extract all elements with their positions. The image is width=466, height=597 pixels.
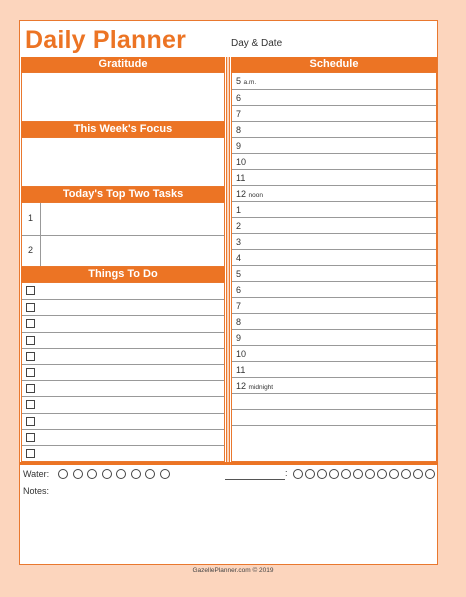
schedule-slot[interactable] (232, 89, 436, 105)
schedule-hour: 6 (236, 285, 242, 295)
tracker-circle[interactable] (413, 469, 423, 479)
day-date-label: Day & Date (231, 38, 283, 49)
water-label: Water: (23, 469, 50, 479)
schedule-header: Schedule (231, 57, 437, 72)
todo-header: Things To Do (21, 267, 225, 282)
custom-tracker-blank[interactable] (225, 479, 285, 480)
schedule-slot[interactable] (232, 105, 436, 121)
tracker-circle[interactable] (305, 469, 315, 479)
tracker-circle[interactable] (293, 469, 303, 479)
schedule-slot[interactable] (232, 233, 436, 249)
schedule-slot[interactable] (232, 377, 436, 393)
schedule-hour: 7 (236, 109, 242, 119)
todo-checkbox[interactable] (26, 286, 35, 295)
gratitude-area[interactable] (21, 72, 225, 122)
schedule-hour-label (236, 189, 263, 199)
todo-checkbox[interactable] (26, 352, 35, 361)
schedule-hour: 5 (236, 76, 242, 86)
water-circle[interactable] (58, 469, 68, 479)
todo-item[interactable] (22, 332, 224, 348)
todo-checkbox[interactable] (26, 449, 35, 458)
water-circle[interactable] (102, 469, 112, 479)
todo-checkbox[interactable] (26, 336, 35, 345)
schedule-slot[interactable] (232, 249, 436, 265)
todo-item[interactable] (22, 283, 224, 299)
todo-checkbox[interactable] (26, 400, 35, 409)
schedule-slot[interactable] (232, 137, 436, 153)
custom-tracker-colon: : (285, 468, 288, 478)
top-task-number: 2 (28, 245, 34, 255)
notes-label: Notes: (23, 486, 50, 496)
schedule-hour-suffix: noon (248, 192, 263, 199)
schedule-hour: 9 (236, 141, 242, 151)
schedule-hour-label (236, 221, 241, 231)
schedule-hour: 2 (236, 221, 242, 231)
schedule-hour: 11 (236, 365, 246, 375)
schedule-hour-label (236, 237, 241, 247)
schedule-hour-label (236, 141, 241, 151)
tracker-circle[interactable] (353, 469, 363, 479)
top-task-number: 1 (28, 213, 34, 223)
todo-item[interactable] (22, 380, 224, 396)
schedule-slot[interactable] (232, 393, 436, 409)
focus-area[interactable] (21, 137, 225, 187)
schedule-slot[interactable] (232, 297, 436, 313)
schedule-list (231, 72, 437, 462)
top-tasks-area (21, 202, 225, 267)
schedule-hour-label (236, 269, 241, 279)
todo-item[interactable] (22, 429, 224, 445)
todo-checkbox[interactable] (26, 433, 35, 442)
page-title: Daily Planner (25, 26, 186, 54)
schedule-slot[interactable] (232, 121, 436, 137)
tracker-circle[interactable] (317, 469, 327, 479)
schedule-hour: 9 (236, 333, 242, 343)
tracker-circle[interactable] (329, 469, 339, 479)
schedule-hour: 4 (236, 253, 242, 263)
schedule-hour-label (236, 349, 246, 359)
water-circle[interactable] (160, 469, 170, 479)
schedule-slot[interactable] (232, 345, 436, 361)
schedule-hour: 11 (236, 173, 246, 183)
schedule-slot[interactable] (232, 281, 436, 297)
schedule-hour-label (236, 365, 245, 375)
tracker-circle[interactable] (365, 469, 375, 479)
focus-header: This Week's Focus (21, 122, 225, 137)
schedule-hour-suffix: midnight (248, 384, 274, 391)
tracker-circle[interactable] (341, 469, 351, 479)
schedule-hour: 1 (236, 205, 242, 215)
schedule-slot[interactable] (232, 409, 436, 425)
footer-copyright: GazellePlanner.com © 2019 (192, 567, 274, 574)
todo-checkbox[interactable] (26, 368, 35, 377)
schedule-hour-label (236, 205, 241, 215)
schedule-slot[interactable] (232, 313, 436, 329)
todo-checkbox[interactable] (26, 303, 35, 312)
top-tasks-header: Today's Top Two Tasks (21, 187, 225, 202)
todo-item[interactable] (22, 445, 224, 461)
schedule-hour: 3 (236, 237, 242, 247)
schedule-slot[interactable] (232, 169, 436, 185)
schedule-hour-label (236, 285, 241, 295)
bottom-divider (20, 462, 438, 465)
todo-item[interactable] (22, 396, 224, 412)
todo-checkbox[interactable] (26, 417, 35, 426)
column-separator (226, 57, 230, 462)
todo-item[interactable] (22, 348, 224, 364)
schedule-hour: 8 (236, 125, 242, 135)
schedule-hour-label (236, 253, 241, 263)
gratitude-header: Gratitude (21, 57, 225, 72)
todo-checkbox[interactable] (26, 319, 35, 328)
tracker-circle[interactable] (389, 469, 399, 479)
tracker-circle[interactable] (401, 469, 411, 479)
water-circle[interactable] (73, 469, 83, 479)
schedule-hour-label (236, 317, 241, 327)
todo-item[interactable] (22, 299, 224, 315)
todo-item[interactable] (22, 413, 224, 429)
water-circle[interactable] (131, 469, 141, 479)
todo-list (21, 282, 225, 462)
tracker-circle[interactable] (425, 469, 435, 479)
schedule-hour-label (236, 301, 241, 311)
schedule-slot[interactable] (232, 217, 436, 233)
todo-item[interactable] (22, 364, 224, 380)
schedule-slot[interactable] (232, 201, 436, 217)
schedule-hour: 8 (236, 317, 242, 327)
schedule-hour: 10 (236, 349, 247, 359)
schedule-slot[interactable] (232, 361, 436, 377)
schedule-hour: 6 (236, 93, 242, 103)
schedule-hour-label (236, 93, 241, 103)
schedule-hour: 12 (236, 381, 247, 391)
schedule-hour: 12 (236, 189, 247, 199)
top-task-separator (22, 235, 224, 236)
schedule-hour-label (236, 76, 256, 86)
schedule-slot[interactable] (232, 265, 436, 281)
schedule-hour: 10 (236, 157, 247, 167)
schedule-slot[interactable] (232, 153, 436, 169)
schedule-slot[interactable] (232, 329, 436, 345)
schedule-hour: 7 (236, 301, 242, 311)
schedule-hour-label (236, 157, 246, 167)
schedule-slot[interactable] (232, 425, 436, 441)
planner-sheet (19, 20, 438, 565)
notes-area[interactable] (21, 499, 437, 563)
water-circle[interactable] (116, 469, 126, 479)
water-circle[interactable] (145, 469, 155, 479)
schedule-hour-suffix: a.m. (243, 79, 257, 86)
schedule-hour: 5 (236, 269, 242, 279)
schedule-slot[interactable] (232, 73, 436, 89)
schedule-hour-label (236, 125, 241, 135)
schedule-hour-label (236, 333, 241, 343)
water-circle[interactable] (87, 469, 97, 479)
schedule-hour-label (236, 381, 273, 391)
schedule-slot[interactable] (232, 185, 436, 201)
todo-item[interactable] (22, 315, 224, 331)
tracker-circle[interactable] (377, 469, 387, 479)
schedule-hour-label (236, 173, 245, 183)
todo-checkbox[interactable] (26, 384, 35, 393)
schedule-hour-label (236, 109, 241, 119)
